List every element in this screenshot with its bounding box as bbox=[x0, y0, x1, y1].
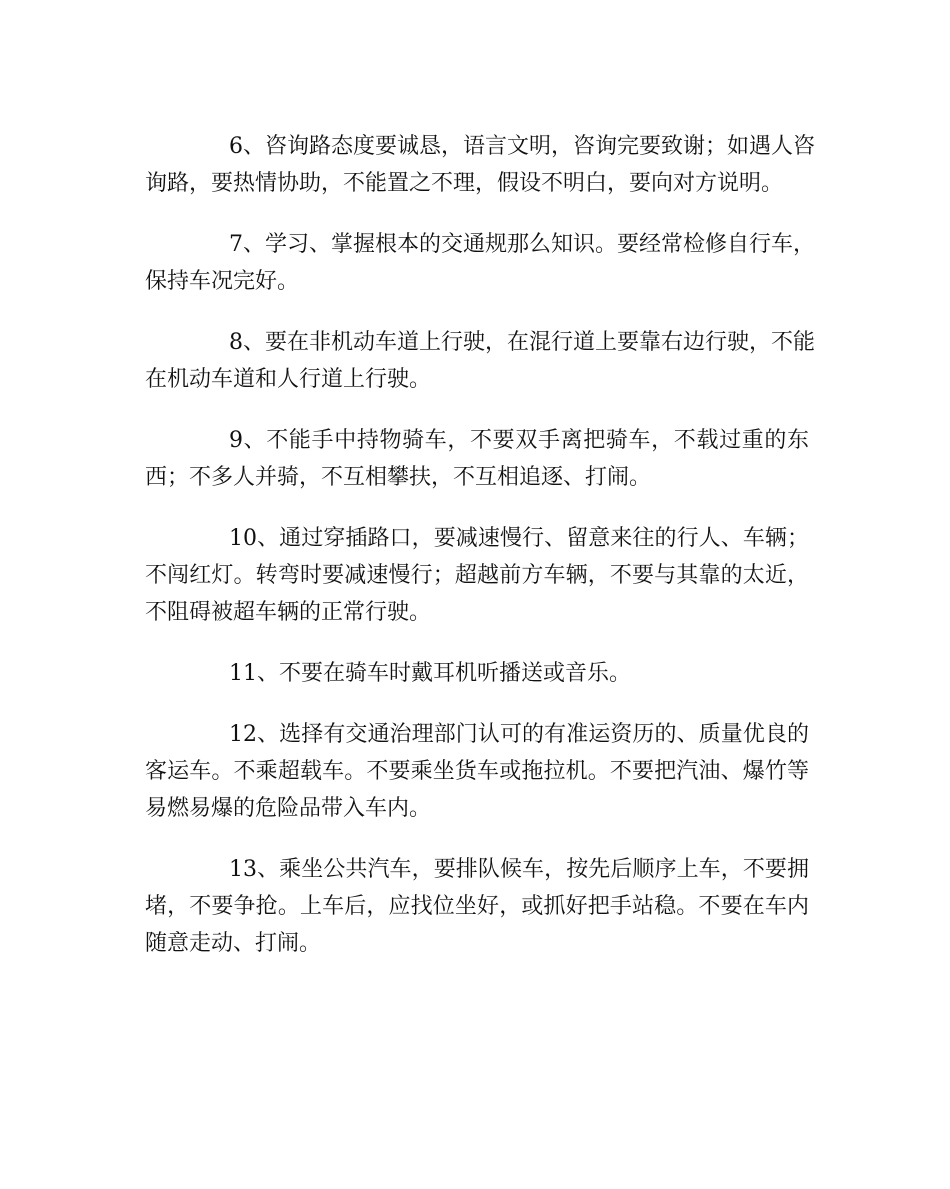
paragraph-8 bbox=[145, 324, 815, 398]
paragraph-10 bbox=[145, 520, 809, 631]
paragraph-13 bbox=[145, 851, 809, 962]
text-line: 7、学习、掌握根本的交通规那么知识。要经常检修自行车， bbox=[229, 232, 815, 257]
paragraph-12 bbox=[145, 716, 809, 827]
paragraph-11 bbox=[145, 655, 809, 692]
text-line: 客运车。不乘超载车。不要乘坐货车或拖拉机。不要把汽油、爆竹等 bbox=[145, 759, 809, 784]
text-line: 11、不要在骑车时戴耳机听播送或音乐。 bbox=[229, 661, 631, 686]
paragraph-9 bbox=[145, 422, 809, 496]
text-line: 6、咨询路态度要诚恳，语言文明，咨询完要致谢；如遇人咨 bbox=[229, 134, 815, 159]
text-line: 13、乘坐公共汽车，要排队候车，按先后顺序上车，不要拥 bbox=[229, 857, 809, 882]
text-line: 8、要在非机动车道上行驶，在混行道上要靠右边行驶，不能 bbox=[229, 330, 815, 355]
text-line: 西；不多人并骑，不互相攀扶，不互相追逐、打闹。 bbox=[145, 465, 652, 490]
text-line: 9、不能手中持物骑车，不要双手离把骑车，不载过重的东 bbox=[229, 428, 809, 453]
text-line: 在机动车道和人行道上行驶。 bbox=[145, 367, 432, 392]
text-line: 保持车况完好。 bbox=[145, 269, 300, 294]
text-line: 不阻碍被超车辆的正常行驶。 bbox=[145, 600, 432, 625]
paragraph-6 bbox=[145, 128, 815, 202]
text-line: 10、通过穿插路口，要减速慢行、留意来往的行人、车辆； bbox=[229, 526, 809, 551]
text-line: 不闯红灯。转弯时要减速慢行；超越前方车辆，不要与其靠的太近， bbox=[145, 563, 809, 588]
document-page bbox=[145, 128, 815, 986]
text-line: 12、选择有交通治理部门认可的有准运资历的、质量优良的 bbox=[229, 722, 809, 747]
paragraph-7 bbox=[145, 226, 815, 300]
text-line: 随意走动、打闹。 bbox=[145, 931, 322, 956]
text-line: 堵，不要争抢。上车后，应找位坐好，或抓好把手站稳。不要在车内 bbox=[145, 894, 809, 919]
text-line: 询路，要热情协助，不能置之不理，假设不明白，要向对方说明。 bbox=[145, 171, 784, 196]
text-line: 易燃易爆的危险品带入车内。 bbox=[145, 796, 432, 821]
